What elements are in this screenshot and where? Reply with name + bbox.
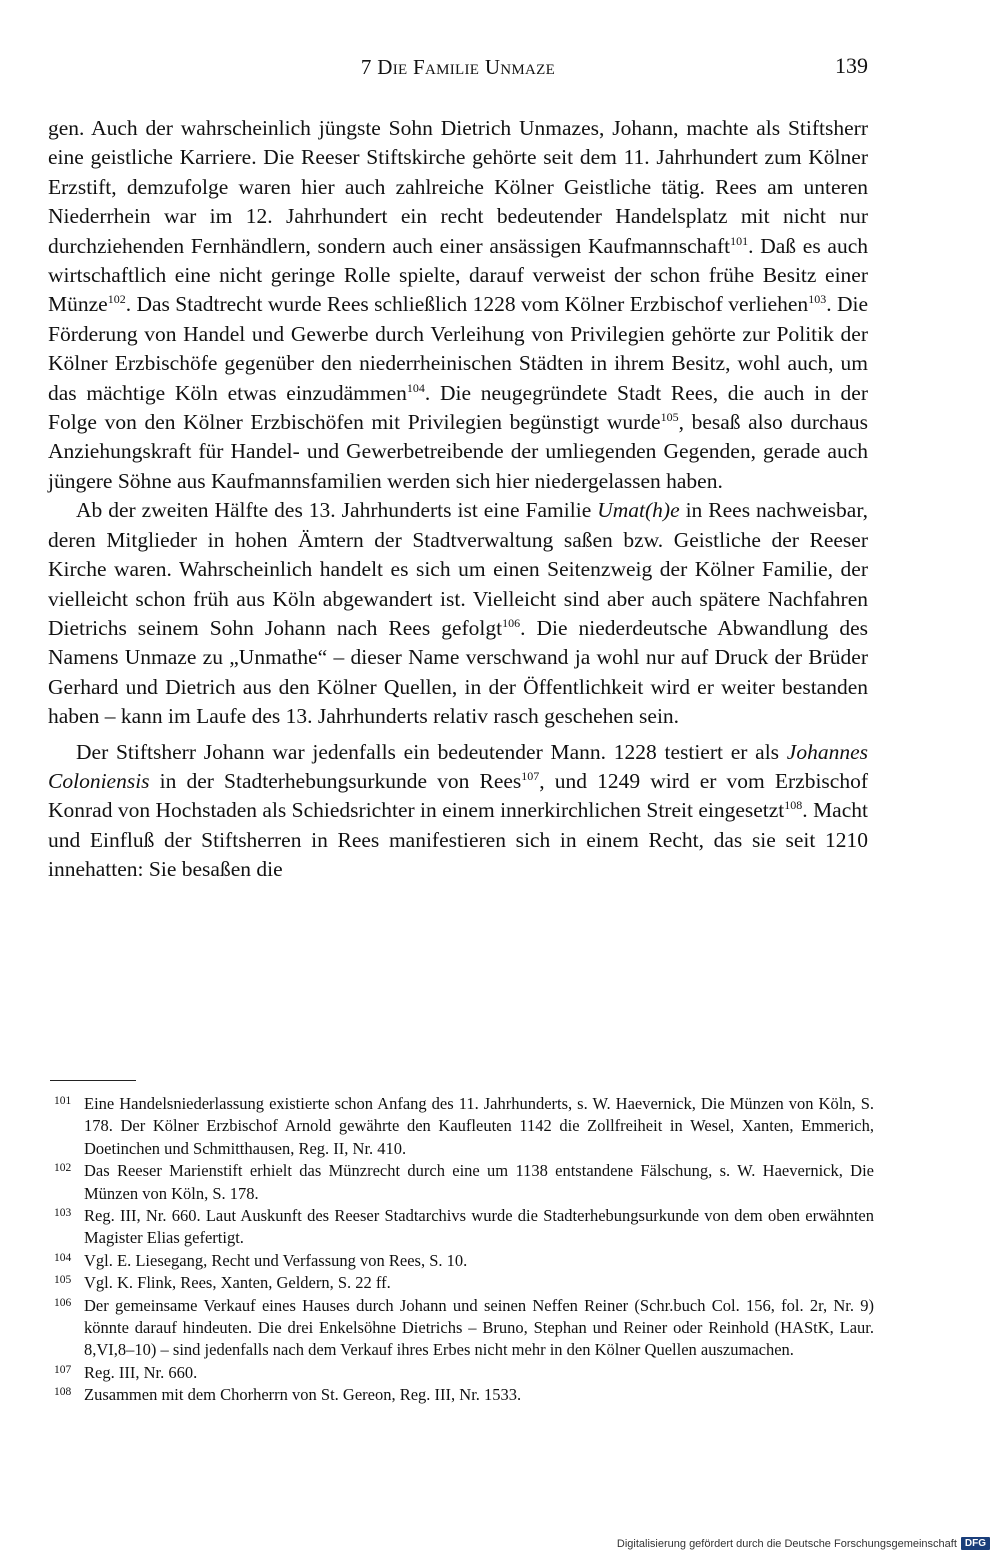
footnote-104 bbox=[48, 1250, 874, 1272]
footnote-number: 107 bbox=[54, 1363, 72, 1376]
text-run: . Die Förderung von Handel und Gewerbe durch Verleihung von Privilegien gehörte zur Politik der Kölner Erzbischöfe gegenüber den niederrheinischen Städten in ihrem Besitz, wohl auch, um das mächtige Köln etwas einzudämmen bbox=[48, 292, 868, 405]
footnote-number: 102 bbox=[54, 1162, 72, 1175]
footnote-ref: 101 bbox=[730, 233, 749, 248]
footnote-ref: 102 bbox=[107, 292, 126, 307]
footnote-number: 105 bbox=[54, 1274, 72, 1287]
running-head: 7 Die Familie Unmaze bbox=[360, 55, 556, 79]
footnote-text: Eine Handelsniederlassung existierte schon Anfang des 11. Jahrhunderts, s. W. Haevernick, Die Münzen von Köln, S. 178. Der Kölner Erzbischof Arnold gewährte den Kaufleuten 1142 die Zollfreiheit in Wesel, Xanten, Emmerich, Doetinchen und Schmitthausen, Reg. II, Nr. 410. bbox=[84, 1094, 874, 1158]
footnote-ref: 103 bbox=[808, 292, 827, 307]
dfg-logo: DFG bbox=[961, 1537, 990, 1550]
footnote-number: 101 bbox=[54, 1095, 72, 1107]
main-text bbox=[48, 114, 868, 885]
text-run: , besaß also durchaus Anziehungskraft für Handel- und Gewerbetreibende der umliegenden Gegenden, gerade auch jüngere Söhne aus Kaufmannsfamilien werden sich hier niedergelassen haben. bbox=[48, 410, 868, 493]
text-run: in Rees nachweisbar, deren Mitglieder in hohen Ämtern der Stadtverwaltung saßen bzw. Geistliche der Reeser Kirche waren. Wahrscheinlich handelt es sich um einen Seitenzweig der Kölner Familie, der vielleicht schon früh aus Köln abgewandert ist. Vielleicht sind aber auch spätere Nachfahren Dietrichs seinem Sohn Johann nach Rees gefolgt bbox=[48, 498, 868, 640]
footnote-106 bbox=[48, 1295, 874, 1362]
text-run: in der Stadterhebungsurkunde von Rees bbox=[149, 768, 522, 793]
footnote-number: 108 bbox=[54, 1386, 72, 1399]
text-run: Der Stiftsherr Johann war jedenfalls ein bedeutender Mann. 1228 testiert er als bbox=[76, 739, 787, 764]
digitization-credit bbox=[617, 1537, 990, 1550]
footnote-ref: 104 bbox=[406, 380, 425, 395]
footnote-text: Reg. III, Nr. 660. bbox=[84, 1362, 198, 1382]
footnote-text: Vgl. K. Flink, Rees, Xanten, Geldern, S. 22 ff. bbox=[84, 1273, 391, 1293]
page-header bbox=[48, 55, 868, 85]
paragraph bbox=[48, 738, 868, 885]
italic-term: Johannes Coloniensis bbox=[48, 739, 868, 793]
paragraph bbox=[48, 496, 868, 731]
text-run: . Das Stadtrecht wurde Rees schließlich 1228 vom Kölner Erzbischof verliehen bbox=[125, 292, 809, 317]
footnote-text: Der gemeinsame Verkauf eines Hauses durch Johann und seinen Neffen Reiner (Schr.buch Col. 156, fol. 2r, Nr. 9) könnte darauf hindeuten. Die drei Enkelsöhne Dietrichs – Bruno, Stephan und Reiner oder Reinhold (HAStK, Laur. 8,VI,8–10) – sind jedenfalls nach dem Verkauf ihres Erbes nicht mehr in den Kölner Quellen auszumachen. bbox=[84, 1295, 874, 1360]
footnote-number: 104 bbox=[54, 1251, 72, 1264]
footnote-ref: 108 bbox=[784, 798, 803, 813]
footnote-103 bbox=[48, 1205, 874, 1250]
footnotes bbox=[48, 1093, 874, 1407]
page-number: 139 bbox=[835, 53, 868, 78]
text-run: , und 1249 wird er vom Erzbischof Konrad von Hochstaden als Schiedsrichter in einem innerkirchlichen Streit eingesetzt bbox=[48, 768, 868, 823]
footnote-108 bbox=[48, 1384, 874, 1406]
credit-text: Digitalisierung gefördert durch die Deutsche Forschungsgemeinschaft bbox=[616, 1537, 957, 1550]
footnote-107 bbox=[48, 1362, 874, 1384]
italic-term: Umat(h)e bbox=[597, 498, 680, 523]
footnote-divider bbox=[50, 1080, 136, 1081]
footnote-text: Das Reeser Marienstift erhielt das Münzrecht durch eine um 1138 entstandene Fälschung, s. W. Haevernick, Die Münzen von Köln, S. 178. bbox=[84, 1161, 874, 1203]
text-run: . Macht und Einfluß der Stiftsherren in Rees manifestieren sich in einem Recht, das sie seit 1210 innehatten: Sie besaßen die bbox=[48, 798, 868, 882]
footnote-number: 103 bbox=[54, 1207, 72, 1220]
footnote-105 bbox=[48, 1272, 874, 1294]
footnote-101 bbox=[48, 1093, 874, 1160]
footnote-ref: 107 bbox=[521, 768, 540, 783]
text-run: Ab der zweiten Hälfte des 13. Jahrhunderts ist eine Familie bbox=[76, 498, 598, 523]
footnote-ref: 105 bbox=[660, 409, 679, 424]
footnote-number: 106 bbox=[54, 1296, 72, 1309]
footnote-102 bbox=[48, 1160, 874, 1205]
text-run: . Die neugegründete Stadt Rees, die auch in der Folge von den Kölner Erzbischöfen mit Privilegien begünstigt wurde bbox=[48, 380, 868, 435]
text-run: . Daß es auch wirtschaftlich eine nicht geringe Rolle spielte, darauf verweist der schon frühe Besitz einer Münze bbox=[48, 233, 868, 317]
text-run: . Die niederdeutsche Abwandlung des Namens Unmaze zu „Unmathe“ – dieser Name verschwand ja wohl nur auf Druck der Brüder Gerhard und Dietrich aus den Kölner Quellen, in der Öffentlichkeit wird er weiter bestanden haben – kann im Laufe des 13. Jahrhunderts relativ rasch geschehen sein. bbox=[48, 615, 868, 729]
text-run: gen. Auch der wahrscheinlich jüngste Sohn Dietrich Unmazes, Johann, machte als Stiftsherr eine geistliche Karriere. Die Reeser Stiftskirche gehörte seit dem 11. Jahrhundert zum Kölner Erzstift, demzufolge waren hier auch zahlreiche Kölner Geistliche tätig. Rees am unteren Niederrhein war im 12. Jahrhundert ein recht bedeutender Handelsplatz mit nicht nur durchziehenden Fernhändlern, sondern auch einer ansässigen Kaufmannschaft bbox=[48, 116, 868, 258]
footnote-text: Zusammen mit dem Chorherrn von St. Gereon, Reg. III, Nr. 1533. bbox=[84, 1385, 522, 1405]
footnote-text: Vgl. E. Liesegang, Recht und Verfassung von Rees, S. 10. bbox=[84, 1250, 468, 1270]
paragraph bbox=[48, 114, 868, 496]
footnote-ref: 106 bbox=[502, 615, 521, 630]
footnote-text: Reg. III, Nr. 660. Laut Auskunft des Reeser Stadtarchivs wurde die Stadterhebungsurkunde von dem oben erwähnten Magister Elias gefertigt. bbox=[84, 1206, 874, 1248]
